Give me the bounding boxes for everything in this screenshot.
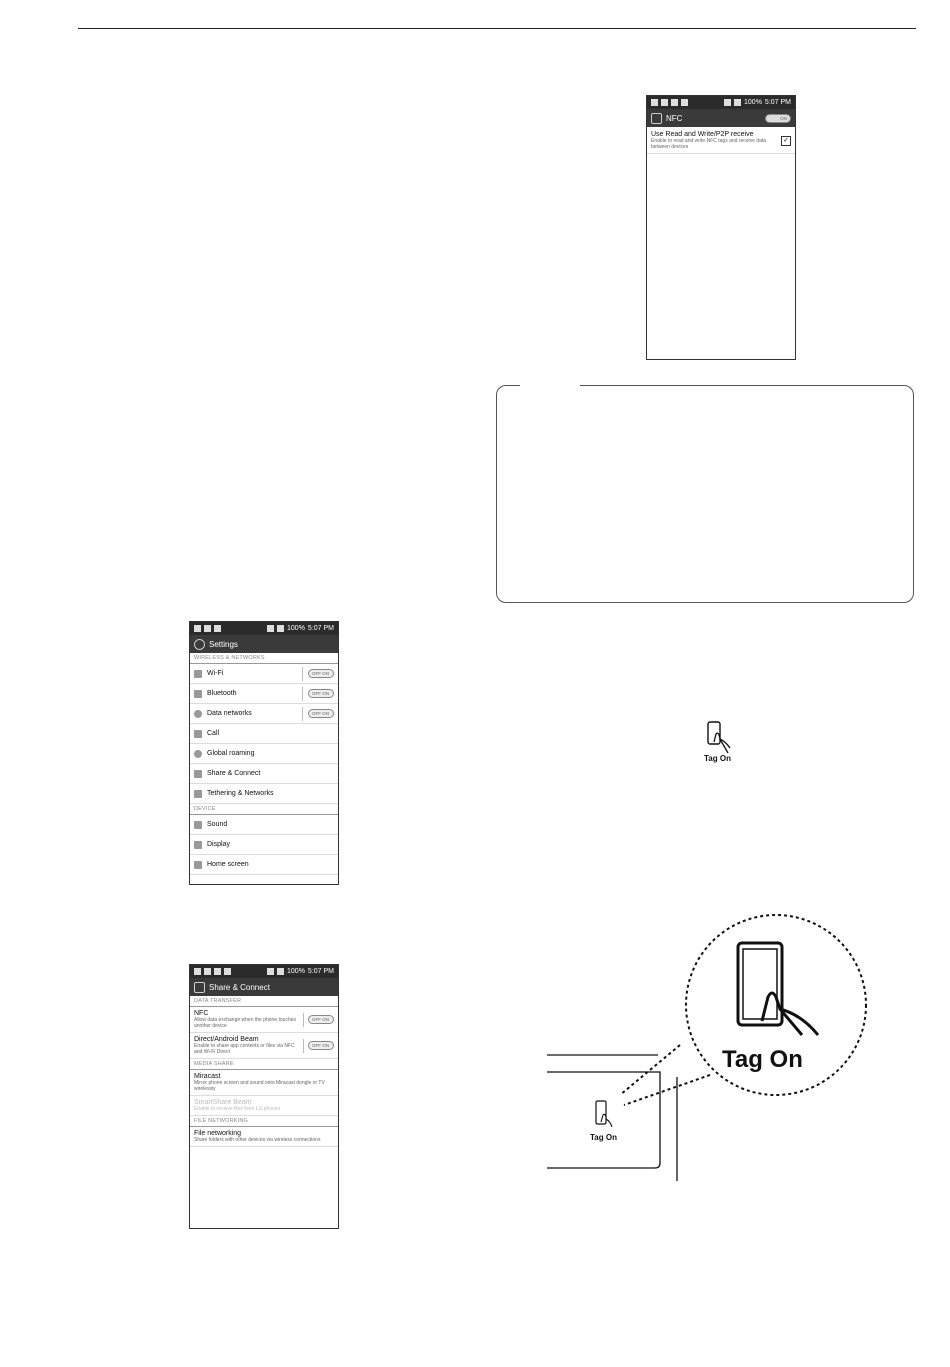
nfc-option-row[interactable]: [647, 127, 795, 154]
note-tab: [520, 383, 580, 386]
section-media-share: MEDIA SHARE: [190, 1059, 338, 1070]
nfc-toggle[interactable]: OFF ON: [308, 1015, 334, 1024]
status-time: 5:07 PM: [307, 968, 334, 975]
wifi-icon: [194, 670, 202, 678]
settings-item-share-connect[interactable]: Share & Connect: [190, 764, 338, 784]
option-desc: Enable to read and write NFC tags and receive data between devices: [651, 138, 767, 150]
option-title: Use Read and Write/P2P receive: [651, 131, 754, 138]
settings-item-call[interactable]: Call: [190, 724, 338, 744]
bluetooth-icon: [194, 690, 202, 698]
tethering-icon: [194, 790, 202, 798]
status-time: 5:07 PM: [764, 99, 791, 106]
battery-text: 100%: [744, 99, 762, 106]
nfc-titlebar: [647, 109, 795, 127]
share-item-nfc[interactable]: NFC Allow data exchange when the phone touches another device OFF ON: [190, 1007, 338, 1033]
share-item-beam[interactable]: Direct/Android Beam Enable to share app contents or files via NFC and Wi-Fi Direct OFF ON: [190, 1033, 338, 1059]
call-icon: [194, 730, 202, 738]
battery-text: 100%: [287, 625, 305, 632]
share-item-miracast[interactable]: Miracast Mirror phone screen and sound onto Miracast dongle or TV wirelessly: [190, 1070, 338, 1096]
tag-on-small-icon: [696, 720, 746, 766]
section-device: DEVICE: [190, 804, 338, 815]
note-box: [496, 385, 914, 603]
settings-item-sound[interactable]: Sound: [190, 815, 338, 835]
beam-toggle[interactable]: OFF ON: [308, 1041, 334, 1050]
section-wireless: WIRELESS & NETWORKS: [190, 653, 338, 664]
share-item-file-networking[interactable]: File networking Share folders with other devices via wireless connections: [190, 1127, 338, 1147]
battery-text: 100%: [287, 968, 305, 975]
share-icon: [194, 770, 202, 778]
tag-on-small-label: Tag On: [704, 754, 731, 763]
section-file-networking: FILE NETWORKING: [190, 1116, 338, 1127]
nfc-master-toggle[interactable]: ON: [765, 114, 791, 123]
settings-item-bluetooth[interactable]: Bluetooth OFF ON: [190, 684, 338, 704]
share-titlebar: [190, 978, 338, 996]
nfc-title: NFC: [666, 113, 683, 123]
tag-on-illustration: [540, 905, 870, 1185]
share-connect-screenshot: [189, 964, 339, 1229]
gear-icon: [194, 639, 205, 650]
share-connect-icon: [194, 982, 205, 993]
section-data-transfer: DATA TRANSFER: [190, 996, 338, 1007]
settings-titlebar: [190, 635, 338, 653]
status-time: 5:07 PM: [307, 625, 334, 632]
share-title: Share & Connect: [209, 982, 270, 992]
settings-item-data-networks[interactable]: Data networks OFF ON: [190, 704, 338, 724]
sound-icon: [194, 821, 202, 829]
settings-screenshot: [189, 621, 339, 885]
settings-item-global-roaming[interactable]: Global roaming: [190, 744, 338, 764]
option-checkbox[interactable]: ✓: [781, 136, 791, 146]
wifi-toggle[interactable]: OFF ON: [308, 669, 334, 678]
settings-item-home-screen[interactable]: Home screen: [190, 855, 338, 875]
settings-item-tethering[interactable]: Tethering & Networks: [190, 784, 338, 804]
settings-item-display[interactable]: Display: [190, 835, 338, 855]
globe-icon: [194, 750, 202, 758]
status-bar: [190, 965, 338, 978]
settings-title: Settings: [209, 639, 238, 649]
tag-on-device-label: Tag On: [590, 1133, 617, 1142]
tag-on-large-label: Tag On: [722, 1046, 803, 1073]
nfc-screenshot: [646, 95, 796, 360]
share-item-smartshare: SmartShare Beam Enable to receive files from LG phones: [190, 1096, 338, 1116]
status-bar: [647, 96, 795, 109]
data-networks-icon: [194, 710, 202, 718]
bluetooth-toggle[interactable]: OFF ON: [308, 689, 334, 698]
status-bar: [190, 622, 338, 635]
nfc-app-icon: [651, 113, 662, 124]
header-rule: [78, 28, 916, 29]
data-networks-toggle[interactable]: OFF ON: [308, 709, 334, 718]
display-icon: [194, 841, 202, 849]
home-icon: [194, 861, 202, 869]
settings-item-wifi[interactable]: Wi-Fi OFF ON: [190, 664, 338, 684]
